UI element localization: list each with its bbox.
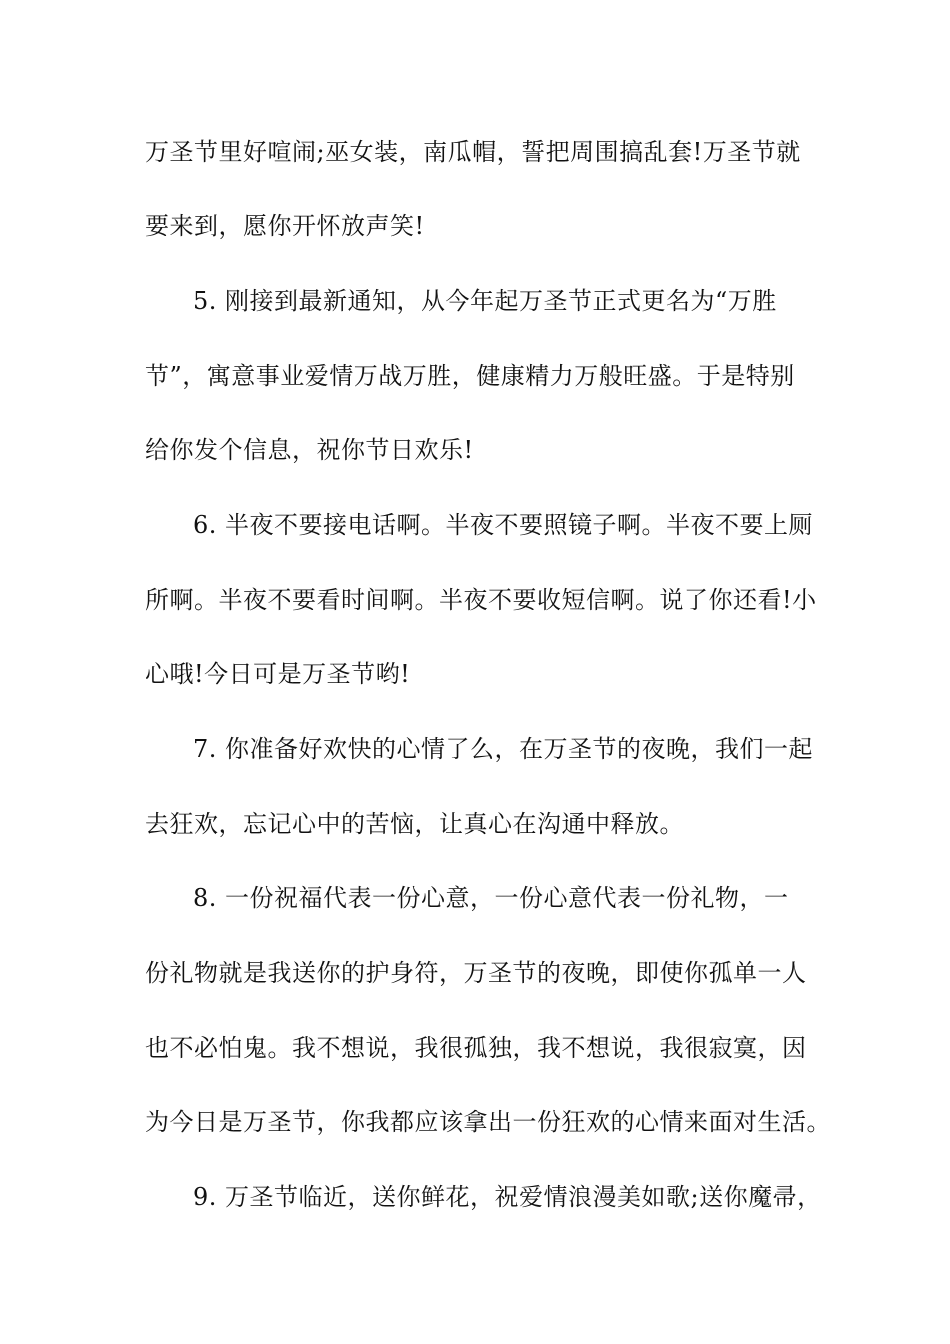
text-line: 也不必怕鬼。我不想说，我很孤独，我不想说，我很寂寞，因: [145, 1034, 807, 1062]
list-item-8: 8. 一份祝福代表一份心意，一份心意代表一份礼物，一: [193, 884, 789, 912]
list-item-5: 5. 刚接到最新通知，从今年起万圣节正式更名为“万胜: [193, 287, 777, 315]
text-line: 节”，寓意事业爱情万战万胜，健康精力万般旺盛。于是特别: [145, 362, 795, 390]
text-line: 所啊。半夜不要看时间啊。半夜不要收短信啊。说了你还看!小: [145, 586, 817, 614]
text-line: 给你发个信息，祝你节日欢乐!: [145, 436, 474, 464]
text-line: 万圣节里好喧闹;巫女装，南瓜帽，誓把周围搞乱套!万圣节就: [145, 138, 801, 166]
list-item-7: 7. 你准备好欢快的心情了么，在万圣节的夜晚，我们一起: [193, 735, 814, 763]
list-item-9: 9. 万圣节临近，送你鲜花，祝爱情浪漫美如歌;送你魔帚，: [193, 1183, 822, 1211]
text-line: 心哦!今日可是万圣节哟!: [145, 660, 411, 688]
text-line: 份礼物就是我送你的护身符，万圣节的夜晚，即使你孤单一人: [145, 959, 807, 987]
list-item-6: 6. 半夜不要接电话啊。半夜不要照镜子啊。半夜不要上厕: [193, 511, 814, 539]
text-line: 为今日是万圣节，你我都应该拿出一份狂欢的心情来面对生活。: [145, 1108, 831, 1136]
text-line: 要来到，愿你开怀放声笑!: [145, 212, 425, 240]
text-line: 去狂欢，忘记心中的苦恼，让真心在沟通中释放。: [145, 810, 684, 838]
